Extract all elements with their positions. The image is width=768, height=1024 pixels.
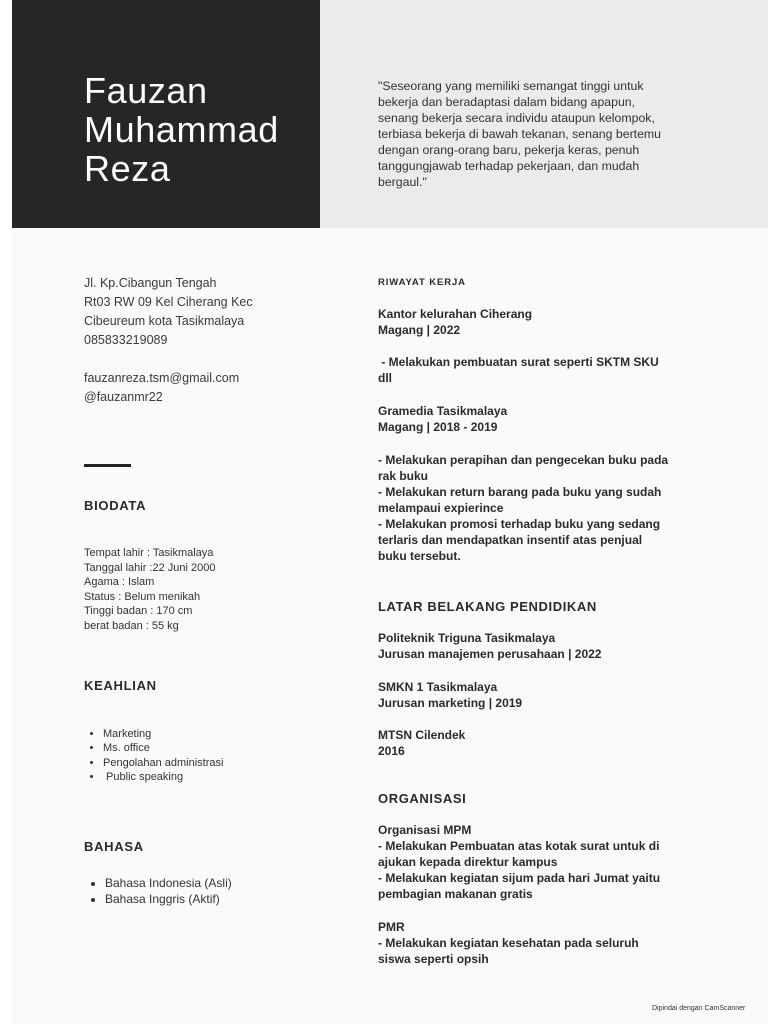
- work-employer: Kantor kelurahan Ciherang: [378, 307, 533, 321]
- education-entry: [378, 679, 522, 711]
- organization-name: Organisasi MPM: [378, 823, 472, 837]
- education-entry: [378, 727, 465, 759]
- skills-list: [84, 727, 223, 784]
- name-line: Reza: [84, 148, 171, 189]
- school-name: MTSN Cilendek: [378, 728, 466, 742]
- skill-item: • Marketing: [103, 727, 223, 741]
- work-history-heading: RIWAYAT KERJA: [378, 277, 466, 288]
- quote-line: bekerja dan beradaptasi dalam bidang apapun,: [378, 95, 636, 109]
- school-detail: 2016: [378, 744, 405, 758]
- organization-detail: - Melakukan kegiatan sijum pada hari Jumat yaitu: [378, 871, 661, 885]
- work-description-line: - Melakukan promosi terhadap buku yang sedang: [378, 517, 661, 531]
- work-description-line: dll: [378, 371, 392, 385]
- work-period: Magang | 2022: [378, 323, 461, 337]
- school-name: SMKN 1 Tasikmalaya: [378, 680, 498, 694]
- organization-entry: [378, 822, 660, 902]
- work-period: Magang | 2018 - 2019: [378, 420, 498, 434]
- languages-heading: BAHASA: [84, 839, 144, 854]
- school-name: Politeknik Triguna Tasikmalaya: [378, 631, 556, 645]
- organization-entry: [378, 919, 639, 967]
- quote-line: "Seseorang yang memiliki semangat tinggi untuk: [378, 79, 644, 93]
- work-description-line: buku tersebut.: [378, 549, 461, 563]
- work-description-line: - Melakukan return barang pada buku yang sudah: [378, 485, 662, 499]
- work-entry-title: [378, 306, 532, 338]
- school-detail: Jurusan marketing | 2019: [378, 696, 523, 710]
- profile-quote: [378, 78, 661, 190]
- skills-heading: KEAHLIAN: [84, 678, 157, 693]
- scanner-watermark: Dipindai dengan CamScanner: [652, 1005, 746, 1012]
- languages-list: [84, 875, 232, 907]
- language-item: • Bahasa Inggris (Aktif): [105, 891, 232, 907]
- work-entry-description: [378, 452, 668, 564]
- work-description-line: - Melakukan perapihan dan pengecekan buku pada: [378, 453, 669, 467]
- organization-detail: ajukan kepada direktur kampus: [378, 855, 558, 869]
- social-handle: @fauzanmr22: [84, 389, 163, 404]
- biodata-list: [84, 546, 215, 634]
- work-description-line: - Melakukan pembuatan surat seperti SKTM SKU: [378, 355, 659, 369]
- biodata-item: Agama : Islam: [84, 576, 155, 589]
- page-margin: [0, 0, 12, 1024]
- organization-name: PMR: [378, 920, 405, 934]
- section-divider: [84, 464, 131, 467]
- organizations-heading: ORGANISASI: [378, 791, 467, 806]
- address-line: Rt03 RW 09 Kel Ciherang Kec: [84, 295, 253, 309]
- address-block: [84, 274, 253, 350]
- work-description-line: terlaris dan mendapatkan insentif atas penjual: [378, 533, 643, 547]
- education-heading: LATAR BELAKANG PENDIDIKAN: [378, 599, 597, 614]
- school-detail: Jurusan manajemen perusahaan | 2022: [378, 647, 602, 661]
- skill-item: • Public speaking: [103, 770, 223, 784]
- education-entry: [378, 630, 601, 662]
- biodata-heading: BIODATA: [84, 498, 147, 513]
- name-line: Fauzan: [84, 70, 208, 111]
- work-description-line: rak buku: [378, 469, 429, 483]
- quote-line: bergaul.": [378, 175, 427, 189]
- address-line: Cibeureum kota Tasikmalaya: [84, 314, 245, 328]
- biodata-item: Status : Belum menikah: [84, 590, 201, 603]
- work-employer: Gramedia Tasikmalaya: [378, 404, 508, 418]
- quote-line: dengan orang-orang baru, pekerja keras, penuh: [378, 143, 640, 157]
- biodata-item: Tanggal lahir :22 Juni 2000: [84, 561, 216, 574]
- work-description-line: melampaui expierince: [378, 501, 504, 515]
- organization-detail: - Melakukan Pembuatan atas kotak surat untuk di: [378, 839, 660, 853]
- organization-detail: - Melakukan kegiatan kesehatan pada seluruh: [378, 936, 639, 950]
- address-line: Jl. Kp.Cibangun Tengah: [84, 276, 217, 290]
- name-line: Muhammad: [84, 109, 279, 150]
- work-entry-description: [378, 354, 659, 386]
- contact-block: [84, 369, 239, 406]
- biodata-item: Tempat lahir : Tasikmalaya: [84, 547, 214, 559]
- email-address: fauzanreza.tsm@gmail.com: [84, 371, 240, 385]
- full-name: [84, 71, 279, 188]
- quote-line: senang bekerja secara individu ataupun kelompok,: [378, 111, 655, 125]
- language-item: • Bahasa Indonesia (Asli): [105, 875, 232, 891]
- biodata-item: Tinggi badan : 170 cm: [84, 605, 193, 618]
- skill-item: • Ms. office: [103, 741, 223, 755]
- quote-line: tanggungjawab terhadap pekerjaan, dan mudah: [378, 159, 640, 173]
- organization-detail: pembagian makanan gratis: [378, 887, 533, 901]
- work-entry-title: [378, 403, 507, 435]
- biodata-item: berat badan : 55 kg: [84, 619, 179, 632]
- quote-line: terbiasa bekerja di bawah tekanan, senang bertemu: [378, 127, 662, 141]
- organization-detail: siswa seperti opsih: [378, 952, 489, 966]
- phone-number: 085833219089: [84, 333, 168, 347]
- skill-item: • Pengolahan administrasi: [103, 756, 223, 770]
